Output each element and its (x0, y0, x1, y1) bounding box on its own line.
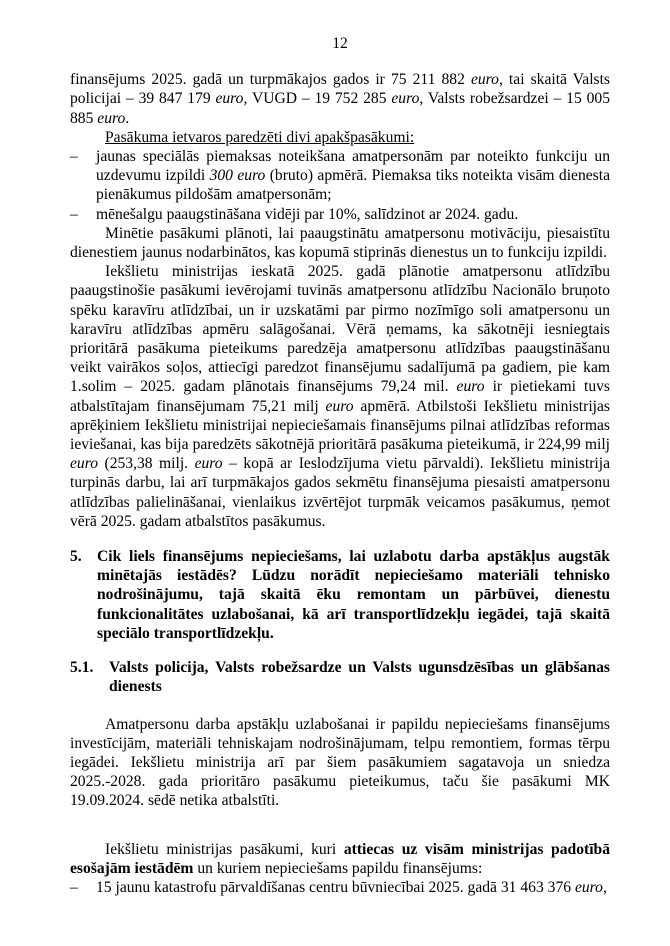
section-5-number: 5. (70, 548, 82, 566)
subactions-intro-line (70, 128, 610, 147)
paragraph-motivation: Minētie pasākumi plānoti, lai paaugstinātu amatpersonu motivāciju, piesaistītu dienestiem jaunus nodarbinātos, kas kopumā stiprinās dienestus un to funkciju izpildi. (70, 224, 610, 262)
list-item-text: 15 jaunu katastrofu pārvaldīšanas centru būvniecībai 2025. gadā 31 463 376 euro, (96, 878, 607, 896)
bullet-dash-marker: – (70, 878, 78, 896)
bullet-dash-marker: – (70, 205, 78, 223)
list-item-text: jaunas speciālās piemaksas noteikšana amatpersonām par noteikto funkciju un uzdevumu izpildi 300 euro (bruto) apmērā. Piemaksa tiks noteikta visām dienesta pienākumus pildošām amatpersonām; (96, 148, 610, 204)
list-item-text: mēnešalgu paaugstināšana vidēji par 10%, salīdzinot ar 2024. gadu. (96, 205, 519, 223)
paragraph-assessment: Iekšlietu ministrijas ieskatā 2025. gadā plānotie amatpersonu atlīdzību paaugstinošie pasākumi ievērojami tuvinās amatpersonu atlīdzību Nacionālo bruņoto spēku karavīru atlīdzībai, un ir uzskatāmi par pirmo nozīmīgo soli amatpersonu un karavīru atlīdzības apmēru salāgošanai. Vērā ņemams, ka sākotnēji iesniegtais prioritārā pasākuma pieteikums paredzēja amatpersonu atlīdzības paaugstināšanu veikt vairākos soļos, attiecīgi paredzot finansējumu sadalījumā pa gadiem, pie kam 1.solim – 2025. gadam plānotais finansējums 79,24 mil. euro ir pietiekami tuvs atbalstītajam finansējumam 75,21 milj euro apmērā. Atbilstoši Iekšlietu ministrijas aprēķiniem Iekšlietu ministrijai nepieciešamais finansējums pilnai atlīdzības reformas ieviešanai, kas bija paredzēts sākotnējā prioritārā pasākuma pieteikumā, ir 224,99 milj euro (253,38 milj. euro – kopā ar Ieslodzījuma vietu pārvaldi). Iekšlietu ministrija turpinās darbu, lai arī turpmākajos gados sekmētu finansējuma piesaisti amatpersonu atlīdzības palielināšanai, vienlaikus izvērtējot turpmāk veicamos pasākumus, ņemot vērā 2025. gadam atbalstītos pasākumus. (70, 263, 611, 530)
section-5-title: Cik liels finansējums nepieciešams, lai uzlabotu darba apstākļus augstāk minētajās iestādēs? Lūdzu norādīt nepieciešamo materiāli tehnisko nodrošinājumu, tajā skaitā ēku remontam un pārbūvei, dienestu funkcionalitātes uzlabošanai, kā arī transportlīdzekļu iegādei, tajā skaitā speciālo transportlīdzekļu. (97, 548, 610, 642)
bullet-dash-marker: – (70, 148, 78, 166)
list-item-disaster-centres (70, 878, 610, 897)
section-5-1-title: Valsts policija, Valsts robežsardze un Valsts ugunsdzēsības un glābšanas dienests (109, 659, 610, 696)
paragraph-financing: finansējums 2025. gadā un turpmākajos gados ir 75 211 882 euro, tai skaitā Valsts policijai – 39 847 179 euro, VUGD – 19 752 285 euro, Valsts robežsardzei – 15 005 885 euro. (70, 71, 611, 127)
subactions-intro-text: Pasākuma ietvaros paredzēti divi apakšpasākumi: (105, 128, 415, 146)
list-item-special-bonus (70, 147, 610, 205)
paragraph-ministry-measures: Iekšlietu ministrijas pasākumi, kuri attiecas uz visām ministrijas padotībā esošajām iestādēm un kuriem nepieciešams papildu finansējums: (70, 840, 610, 877)
page-number: 12 (332, 35, 348, 52)
section-5-1-heading (70, 658, 610, 696)
section-5-1-number: 5.1. (70, 659, 94, 677)
section-5-heading (70, 547, 610, 643)
list-item-salary-raise (70, 205, 610, 224)
paragraph-conditions: Amatpersonu darba apstākļu uzlabošanai ir papildu nepieciešams finansējums investīcijām, materiāli tehniskajam nodrošinājumam, telpu remontiem, formas tērpu iegādei. Iekšlietu ministrija arī par šiem pasākumiem sagatavoja un sniedza 2025.-2028. gada prioritāro pasākumu pieteikumus, taču šie pasākumi MK 19.09.2024. sēdē netika atbalstīti. (70, 715, 610, 810)
